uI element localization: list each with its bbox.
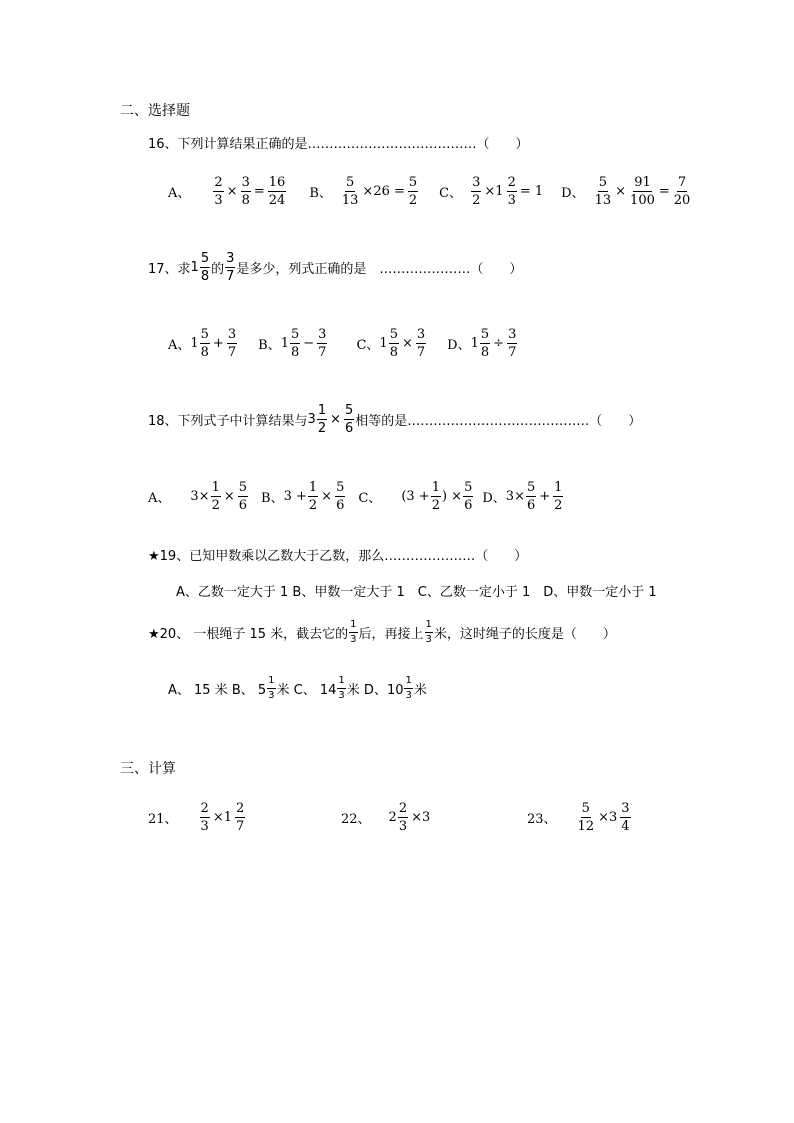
option-b-label: B、	[258, 338, 281, 353]
fraction: $\frac{2}{3}$	[214, 175, 223, 208]
option-c-label: C、	[439, 186, 463, 201]
fraction: $\frac{16}{24}$	[268, 175, 286, 208]
question-20-options: A、 15 米 B、 5 $\frac{1}{3}$ 米 C、 14 $\frac{1}{3}$ 米 D、10 $\frac{1}{3}$ 米	[168, 675, 427, 701]
fraction: $\frac{3}{8}$	[241, 175, 250, 208]
fraction: $\frac{5}{2}$	[408, 175, 418, 208]
question-20-stem: ★20、 一根绳子 15 米，截去它的 $\frac{1}{3}$ 后，再接上 $\frac{1}{3}$ 米，这时绳子的长度是（ ）	[148, 619, 616, 645]
section-title-choice: 二、选择题	[120, 103, 190, 119]
question-17-stem: 17、求 1 $\frac{5}{8}$ 的 $\frac{3}{7}$ 是多少，列式正确的是 …………………（ ）	[148, 251, 523, 284]
option-b-label: B、	[261, 491, 284, 506]
fraction: $\frac{7}{20}$	[673, 175, 691, 208]
fraction: $\frac{3}{2}$	[472, 175, 481, 208]
question-18-stem: 18、下列式子中计算结果与 3 $\frac{1}{2}$ × $\frac{5}{6}$ 相等的是……………………………………（ ）	[148, 403, 642, 436]
question-19-stem: ★19、已知甲数乘以乙数大于乙数，那么…………………（ ）	[148, 549, 528, 564]
option-b-label: B、	[309, 186, 332, 201]
option-a-label: A、	[168, 186, 191, 201]
option-d-label: D、	[561, 186, 585, 201]
question-18-options: A、 3× $\frac{1}{2}$ × $\frac{5}{6}$ B、 3 + $\frac{1}{2}$ × $\frac{5}{6}$ C、 (3 + $\frac{1}{2}$ ) × $\frac{5}{6}$ D、 3× $\frac{5}{6}$ + $\frac{1}{2}$	[148, 480, 563, 513]
fraction: $\frac{5}{13}$	[341, 175, 359, 208]
option-d-label: D、	[482, 491, 506, 506]
option-c-label: C、	[358, 491, 382, 506]
question-22: 22、 2 $\frac{2}{3}$ ×3	[341, 801, 431, 834]
option-a-label: A、	[168, 338, 191, 353]
fraction: $\frac{91}{100}$	[630, 175, 655, 208]
question-16-options: A、 $\frac{2}{3}$ × $\frac{3}{8}$ = $\frac{16}{24}$ B、 $\frac{5}{13}$ ×26 = $\frac{5}{2}$ C、 $\frac{3}{2}$ ×1 $\frac{2}{3}$ = 1 D、 $\frac{5}{13}$ × $\frac{91}{100}$ = $\frac{7}{20}$	[168, 175, 691, 208]
option-c-label: C、	[356, 338, 380, 353]
question-16-stem: 16、下列计算结果正确的是…………………………………（ ）	[148, 137, 529, 152]
section-title-calculation: 三、计算	[120, 761, 176, 777]
fraction: $\frac{5}{13}$	[594, 175, 612, 208]
question-19-options: A、乙数一定大于 1 B、甲数一定大于 1 C、乙数一定小于 1 D、甲数一定小于 1	[176, 585, 657, 600]
option-a-label: A、	[148, 491, 171, 506]
question-23: 23、 $\frac{5}{12}$ ×3 $\frac{3}{4}$	[527, 801, 630, 834]
question-17-options: A、 1 $\frac{5}{8}$ + $\frac{3}{7}$ B、 1 $\frac{5}{8}$ − $\frac{3}{7}$ C、 1 $\frac{5}{8}$ × $\frac{3}{7}$ D、 1 $\frac{5}{8}$ ÷ $\frac{3}{7}$	[168, 327, 517, 360]
question-21: 21、 $\frac{2}{3}$ ×1 $\frac{2}{7}$	[148, 801, 245, 834]
fraction: $\frac{2}{3}$	[507, 175, 516, 208]
option-d-label: D、	[447, 338, 471, 353]
